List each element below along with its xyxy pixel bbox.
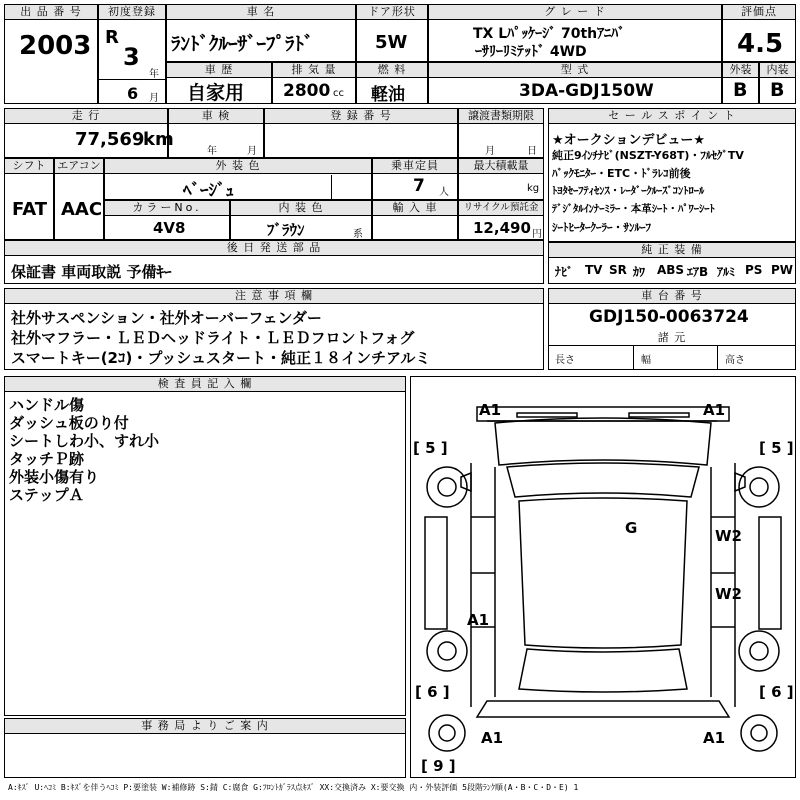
recycle: 12,490	[473, 219, 531, 237]
sales-point-line: ﾄﾖﾀｾｰﾌﾃｨｾﾝｽ・ﾚｰﾀﾞｰｸﾙｰｽﾞｺﾝﾄﾛｰﾙ	[552, 185, 705, 197]
mileage-box	[4, 108, 174, 158]
fuel: 軽油	[371, 85, 405, 105]
recycle-label: リサイクル預託金	[459, 201, 543, 216]
sales-point-line: ｼｰﾄﾋｰﾀｰｸｰﾗｰ・ｻﾝﾙｰﾌ	[552, 221, 651, 234]
exterior-grade-box	[722, 62, 759, 104]
door-box	[356, 4, 428, 62]
car-diagram	[411, 377, 795, 777]
color-no: 4V8	[153, 219, 186, 237]
capacity-box	[372, 158, 458, 200]
interior-grade: B	[770, 79, 785, 101]
exterior-grade: B	[733, 79, 748, 101]
equipment-item: SR	[609, 263, 627, 277]
import-box	[372, 200, 458, 240]
equipment-item: PW	[771, 263, 794, 277]
capacity-label: 乗車定員	[373, 159, 457, 174]
color-no-label: カラーNo.	[105, 201, 229, 216]
fuel-box	[356, 62, 428, 104]
sales-point-line: ﾊﾞｯｸﾓﾆﾀｰ・ETC・ﾄﾞﾗﾚｺ前後	[552, 167, 691, 180]
score-label: 評価点	[723, 5, 795, 20]
recycle-unit: 円	[532, 229, 542, 240]
history-box	[166, 62, 272, 104]
grade-label: グ レ ー ド	[429, 5, 721, 20]
int-color-box	[230, 200, 372, 240]
notes-line: 社外マフラー・ＬＥＤヘッドライト・ＬＥＤフロントフォグ	[11, 329, 415, 347]
history: 自家用	[187, 82, 245, 104]
reg-year: 3	[123, 43, 140, 71]
equipment-item: ｱﾙﾐ	[717, 265, 736, 279]
color-no-box	[104, 200, 230, 240]
int-color-label: 内 装 色	[231, 201, 371, 216]
score: 4.5	[737, 29, 784, 59]
reg-number-box	[264, 108, 458, 158]
lot-number-box	[4, 4, 98, 104]
damage-mark-right-rear-bracket: [ 6 ]	[759, 683, 794, 701]
damage-mark-left-rear-bracket: [ 6 ]	[415, 683, 450, 701]
damage-mark-front-left: A1	[479, 401, 502, 419]
office-label: 事 務 局 よ り ご 案 内	[5, 719, 405, 734]
capacity-unit: 人	[439, 187, 449, 198]
damage-mark-rear-left: A1	[481, 729, 504, 747]
car-name: ﾗﾝﾄﾞｸﾙｰｻﾞｰﾌﾟﾗﾄﾞ	[171, 33, 314, 55]
inspector-line: シートしわ小、すれ小	[9, 432, 160, 450]
int-color-unit: 系	[353, 229, 363, 240]
damage-mark-roof: G	[625, 519, 638, 537]
year-unit: 年	[149, 69, 159, 80]
interior-grade-label: 内装	[760, 63, 795, 78]
first-registration-label: 初度登録	[99, 5, 165, 20]
model-label: 型 式	[429, 63, 721, 78]
notes-line: 社外サスペンション・社外オーバーフェンダー	[11, 309, 322, 327]
displacement-label: 排 気 量	[273, 63, 355, 78]
displacement-box	[272, 62, 356, 104]
interior-grade-box	[759, 62, 796, 104]
first-registration-box	[98, 4, 166, 104]
width-label: 幅	[641, 355, 651, 366]
equipment-item: ABS	[657, 263, 685, 277]
later-parts-box	[4, 240, 544, 284]
history-label: 車 歴	[167, 63, 271, 78]
chassis-box	[548, 288, 796, 370]
equipment-item: ﾅﾋﾞ	[555, 265, 574, 279]
damage-mark-right-front-bracket: [ 5 ]	[759, 439, 794, 457]
fuel-label: 燃 料	[357, 63, 427, 78]
displacement-unit: cc	[333, 88, 344, 99]
displacement: 2800	[283, 81, 331, 101]
car-diagram-box	[410, 376, 796, 778]
int-color: ﾌﾞﾗｳﾝ	[267, 221, 305, 239]
inspector-line: ダッシュ板のり付	[9, 414, 129, 432]
damage-mark-rear: [ 9 ]	[421, 757, 456, 775]
sales-points-label: セ ー ル ス ポ イ ン ト	[549, 109, 795, 124]
grade-box	[428, 4, 722, 62]
grade-line1: TX Lﾊﾟｯｹｰｼﾞ 70thｱﾆﾊﾞ	[473, 26, 626, 42]
model: 3DA-GDJ150W	[519, 81, 654, 101]
inspection-month-unit: 月	[247, 146, 257, 157]
equipment-item: TV	[585, 263, 603, 277]
month-unit: 月	[149, 93, 159, 104]
exterior-grade-label: 外装	[723, 63, 758, 78]
ext-color-box	[104, 158, 372, 200]
sales-point-line: 純正9ｲﾝﾁﾅﾋﾞ(NSZT-Y68T)・ﾌﾙｾｸﾞTV	[552, 149, 744, 162]
car-name-box	[166, 4, 356, 62]
max-load-box	[458, 158, 544, 200]
door-label: ドア形状	[357, 5, 427, 20]
notes-label: 注 意 事 項 欄	[5, 289, 543, 304]
inspector-line: 外装小傷有り	[9, 468, 100, 486]
shift: FAT	[12, 199, 48, 220]
sales-point-line: ﾃﾞｼﾞﾀﾙｲﾝﾅｰﾐﾗｰ・本革ｼｰﾄ・ﾊﾟﾜｰｼｰﾄ	[552, 203, 715, 215]
ac-box	[54, 158, 104, 240]
inspection-label: 車 検	[169, 109, 263, 124]
later-parts: 保証書 車両取説 予備ｷｰ	[11, 263, 172, 281]
mileage: 77,569	[75, 129, 145, 150]
later-parts-label: 後 日 発 送 部 品	[5, 241, 543, 256]
reg-number-label: 登 録 番 号	[265, 109, 457, 124]
length-label: 長さ	[555, 355, 575, 366]
max-load-unit: kg	[527, 183, 540, 194]
transfer-day-unit: 日	[527, 146, 537, 157]
lot-number-label: 出 品 番 号	[5, 5, 97, 20]
notes-box	[4, 288, 544, 370]
model-box	[428, 62, 722, 104]
damage-mark-left-door: A1	[467, 611, 490, 629]
mileage-unit: km	[143, 129, 174, 150]
legend: A:ｷｽﾞ U:ﾍｺﾐ B:ｷｽﾞを伴うﾍｺﾐ P:要塗装 W:補修跡 S:錆 C:腐食 G:ﾌﾛﾝﾄｶﾞﾗｽ点ｷｽﾞ XX:交換済み X:要交換 内・外装評価 5段階ﾗﾝｸ順(A・B・C・D・E) 1	[8, 783, 579, 792]
equipment-box	[548, 242, 796, 284]
damage-mark-front-right: A1	[703, 401, 726, 419]
ac: AAC	[61, 199, 103, 220]
transfer-month-unit: 月	[485, 146, 495, 157]
chassis-label: 車 台 番 号	[549, 289, 795, 304]
damage-mark-right-door-front: W2	[715, 527, 742, 545]
ext-color-label: 外 装 色	[105, 159, 371, 174]
damage-mark-right-door-rear: W2	[715, 585, 742, 603]
transfer-box	[458, 108, 544, 158]
inspector-line: ステップＡ	[9, 486, 84, 504]
import-label: 輸 入 車	[373, 201, 457, 216]
ac-label: エアコン	[55, 159, 103, 174]
car-name-label: 車 名	[167, 5, 355, 20]
chassis-number: GDJ150-0063724	[589, 307, 749, 327]
ext-color: ﾍﾞｰｼﾞｭ	[183, 181, 234, 201]
inspection-box	[168, 108, 264, 158]
equipment-item: PS	[745, 263, 763, 277]
equipment-item: ｶﾜ	[633, 265, 646, 279]
office-box	[4, 718, 406, 778]
damage-mark-left-front-bracket: [ 5 ]	[413, 439, 448, 457]
mileage-label: 走 行	[5, 109, 167, 124]
sales-points-box	[548, 108, 796, 242]
score-box	[722, 4, 796, 62]
inspection-year-unit: 年	[207, 146, 217, 157]
damage-mark-rear-right: A1	[703, 729, 726, 747]
reg-month: 6	[127, 84, 139, 103]
shift-box	[4, 158, 54, 240]
era: R	[105, 27, 119, 48]
inspector-line: タッチＰ跡	[9, 450, 85, 468]
inspector-line: ハンドル傷	[9, 396, 85, 414]
transfer-label: 譲渡書類期限	[459, 109, 543, 124]
lot-number: 2003	[19, 31, 92, 61]
grade-line2: ｰｻﾘｰﾘﾐﾃｯﾄﾞ 4WD	[475, 44, 587, 60]
inspector-label: 検 査 員 記 入 欄	[5, 377, 405, 392]
shift-label: シフト	[5, 159, 53, 174]
notes-line: スマートキー(2ｺ)・プッシュスタート・純正１８インチアルミ	[11, 349, 431, 367]
sales-point-line: ★オークションデビュー★	[552, 133, 706, 148]
height-label: 高さ	[725, 355, 745, 366]
inspector-box	[4, 376, 406, 716]
max-load-label: 最大積載量	[459, 159, 543, 174]
capacity: 7	[413, 176, 425, 196]
recycle-box	[458, 200, 544, 240]
dims-label: 諸 元	[549, 331, 795, 346]
equipment-label: 純 正 装 備	[549, 243, 795, 258]
equipment-item: ｴｱB	[687, 265, 709, 279]
door-type: 5W	[375, 32, 408, 53]
